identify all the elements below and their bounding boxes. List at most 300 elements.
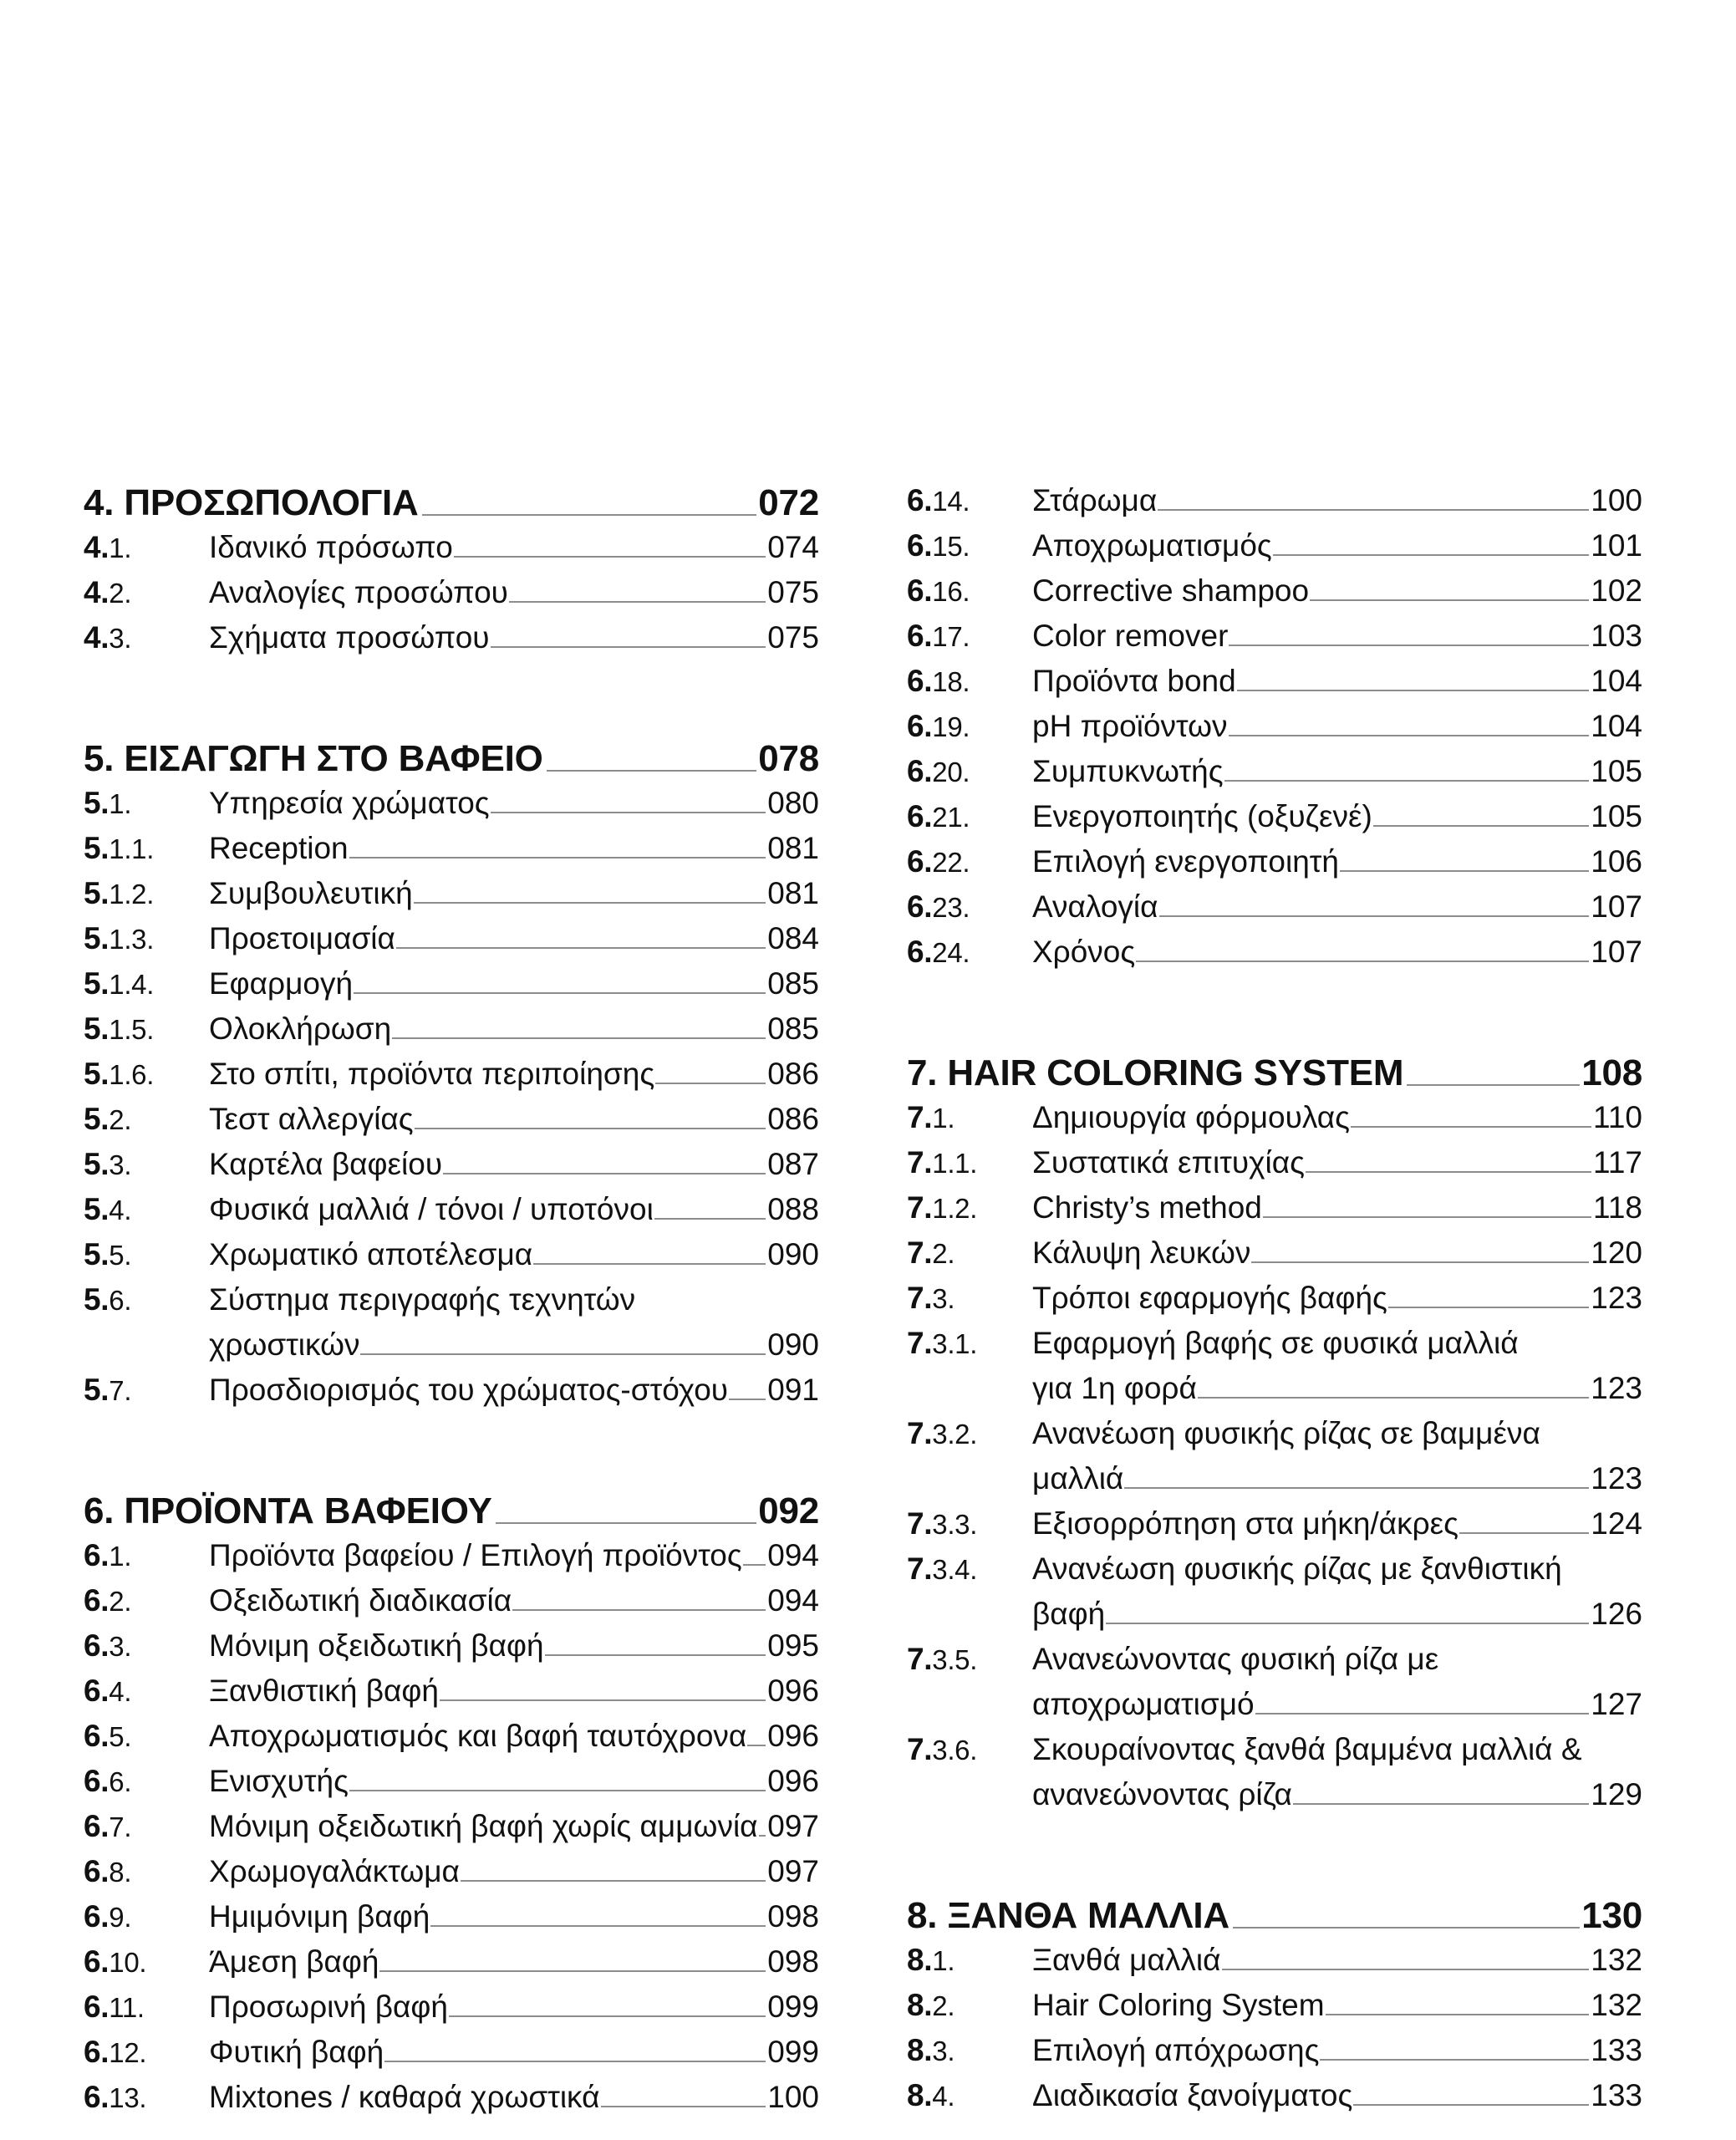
- toc-entry[interactable]: [907, 620, 1642, 651]
- leader-line: [759, 1835, 766, 1837]
- entry-page-number: 084: [767, 921, 819, 955]
- toc-entry[interactable]: [907, 1102, 1642, 1133]
- entry-number: [907, 1990, 1032, 2020]
- section-title: 6. ΠΡΟΪΟΝΤΑ ΒΑΦΕΙΟΥ: [84, 1490, 492, 1531]
- toc-entry[interactable]: [907, 801, 1642, 832]
- entry-number: [907, 530, 1032, 561]
- section-heading[interactable]: [84, 482, 819, 523]
- entry-number-major: 6.: [84, 1944, 109, 1979]
- entry-page-number: 075: [767, 620, 819, 655]
- entry-number-minor: 3.: [932, 2036, 955, 2066]
- toc-entry[interactable]: [84, 1540, 819, 1571]
- entry-label-continued: μαλλιά: [1032, 1461, 1124, 1495]
- section-page-number: 108: [1581, 1052, 1642, 1093]
- entry-label-continued: για 1η φορά: [1032, 1371, 1197, 1405]
- toc-entry[interactable]: [84, 2036, 819, 2067]
- entry-label: Συμβουλευτική: [209, 876, 413, 910]
- leader-line: [422, 514, 757, 516]
- entry-number-minor: 18.: [932, 666, 970, 697]
- entry-number: [907, 1508, 1032, 1539]
- entry-page-number: 132: [1591, 1943, 1642, 1977]
- entry-label: Σχήματα προσώπου: [209, 620, 490, 655]
- leader-line: [545, 1654, 766, 1656]
- entry-number-minor: 3.5.: [932, 1644, 978, 1675]
- toc-entry[interactable]: [907, 1327, 1642, 1404]
- entry-page-number: 123: [1591, 1371, 1642, 1405]
- entry-label: Εφαρμογή: [209, 966, 354, 1001]
- toc-entry[interactable]: [84, 1720, 819, 1751]
- entry-number-minor: 12.: [109, 2037, 147, 2068]
- entry-label: Μόνιμη οξειδωτική βαφή: [209, 1628, 544, 1663]
- entry-number-major: 6.: [907, 754, 933, 788]
- leader-line: [1229, 645, 1589, 646]
- toc-entry[interactable]: [907, 530, 1642, 561]
- toc-entry[interactable]: [907, 575, 1642, 606]
- leader-line: [1229, 735, 1590, 736]
- entry-label: Υπηρεσία χρώματος: [209, 786, 490, 820]
- entry-label: Καρτέλα βαφείου: [209, 1147, 443, 1181]
- toc-entry[interactable]: [84, 1284, 819, 1360]
- entry-label: Προσωρινή βαφή: [209, 1990, 448, 2024]
- entry-label-continued: βαφή: [1032, 1597, 1106, 1631]
- entry-number-major: 8.: [907, 2078, 933, 2112]
- entry-label: Φυσικά μαλλιά / τόνοι / υποτόνοι: [209, 1192, 654, 1226]
- entry-number: [84, 1991, 209, 2022]
- toc-entry[interactable]: [84, 968, 819, 999]
- toc-entry[interactable]: [907, 711, 1642, 741]
- entry-number: [84, 923, 209, 954]
- leader-line: [360, 1353, 766, 1355]
- toc-entry-line-2: [84, 1329, 819, 1360]
- entry-number-major: 5.: [84, 1147, 109, 1181]
- section-heading[interactable]: [907, 1895, 1642, 1936]
- entry-number: [84, 1239, 209, 1270]
- entry-label: Hair Coloring System: [1032, 1988, 1325, 2022]
- entry-page-number: 085: [767, 1011, 819, 1046]
- entry-number: [84, 622, 209, 653]
- entry-number-minor: 1.1.: [109, 833, 155, 864]
- entry-number: [84, 968, 209, 999]
- entry-number: [907, 1418, 1032, 1449]
- leader-line: [654, 1218, 766, 1220]
- entry-number-major: 7.: [907, 1100, 933, 1134]
- leader-line: [1407, 1084, 1580, 1086]
- entry-label: Σκουραίνοντας ξανθά βαμμένα μαλλιά &: [1032, 1732, 1582, 1766]
- section-title: 5. ΕΙΣΑΓΩΓΗ ΣΤΟ ΒΑΦΕΙΟ: [84, 738, 543, 779]
- toc-entry[interactable]: [907, 756, 1642, 787]
- toc-entry[interactable]: [84, 1013, 819, 1044]
- toc-entry[interactable]: [907, 1282, 1642, 1313]
- entry-page-number: 099: [767, 2035, 819, 2069]
- section-title: 4. ΠΡΟΣΩΠΟΛΟΓΙΑ: [84, 482, 419, 523]
- entry-page-number: 091: [767, 1373, 819, 1407]
- entry-label: pH προϊόντων: [1032, 709, 1228, 743]
- toc-entry-line-2: [907, 1598, 1642, 1629]
- toc-entry[interactable]: [907, 1643, 1642, 1720]
- entry-number: [907, 1734, 1032, 1765]
- toc-entry[interactable]: [84, 1194, 819, 1225]
- entry-label: Ανανέωση φυσικής ρίζας σε βαμμένα: [1032, 1416, 1540, 1450]
- leader-line: [1158, 509, 1589, 511]
- leader-line: [1233, 1927, 1580, 1929]
- toc-entry[interactable]: [84, 1946, 819, 1977]
- entry-label: Ολοκλήρωση: [209, 1011, 392, 1046]
- leader-line: [1293, 1803, 1589, 1805]
- entry-number-minor: 1.6.: [109, 1059, 155, 1090]
- toc-entry[interactable]: [907, 1734, 1642, 1810]
- entry-label: Αναλογίες προσώπου: [209, 575, 508, 609]
- entry-number-minor: 1.2.: [932, 1193, 978, 1224]
- entry-number: [84, 1901, 209, 1932]
- toc-entry-line-2: [907, 1779, 1642, 1810]
- entry-number: [907, 846, 1032, 877]
- entry-page-number: 117: [1593, 1145, 1642, 1180]
- entry-label: Τεστ αλλεργίας: [209, 1102, 414, 1136]
- leader-line: [349, 857, 766, 859]
- entry-label: Reception: [209, 831, 349, 865]
- entry-number-major: 7.: [907, 1145, 933, 1180]
- entry-number: [84, 1766, 209, 1796]
- leader-line: [1306, 1171, 1591, 1173]
- entry-label: Συστατικά επιτυχίας: [1032, 1145, 1305, 1180]
- entry-page-number: 120: [1591, 1236, 1642, 1270]
- leader-line: [1136, 960, 1589, 962]
- toc-entry[interactable]: [84, 1856, 819, 1887]
- entry-label: Προϊόντα βαφείου / Επιλογή προϊόντος: [209, 1538, 742, 1572]
- entry-label-continued: χρωστικών: [209, 1327, 360, 1362]
- toc-entry[interactable]: [907, 1990, 1642, 2020]
- entry-number: [84, 833, 209, 864]
- entry-number: [84, 1194, 209, 1225]
- entry-number-minor: 6.: [109, 1285, 132, 1316]
- entry-number-major: 5.: [84, 1011, 109, 1046]
- entry-number-minor: 8.: [109, 1857, 132, 1888]
- section-heading[interactable]: [907, 1052, 1642, 1093]
- toc-entry[interactable]: [84, 1630, 819, 1661]
- entry-label: Στο σπίτι, προϊόντα περιποίησης: [209, 1057, 655, 1091]
- entry-page-number: 081: [767, 876, 819, 910]
- entry-number-major: 5.: [84, 1282, 109, 1317]
- leader-line: [509, 601, 766, 603]
- leader-line: [443, 1173, 766, 1174]
- toc-entry[interactable]: [907, 1418, 1642, 1494]
- toc-entry[interactable]: [907, 936, 1642, 967]
- leader-line: [1340, 870, 1589, 872]
- entry-number-minor: 11.: [109, 1992, 145, 2023]
- leader-line: [1255, 1713, 1590, 1715]
- entry-label: Color remover: [1032, 619, 1229, 653]
- entry-label: Ξανθιστική βαφή: [209, 1674, 440, 1708]
- toc-entry[interactable]: [907, 1147, 1642, 1178]
- entry-number: [84, 1630, 209, 1661]
- entry-label: Συμπυκνωτής: [1032, 754, 1224, 788]
- entry-label: Mixtones / καθαρά χρωστικά: [209, 2080, 600, 2114]
- entry-number: [84, 1374, 209, 1405]
- toc-entry[interactable]: [907, 1553, 1642, 1629]
- toc-entry[interactable]: [84, 1239, 819, 1270]
- toc-entry[interactable]: [84, 1058, 819, 1089]
- leader-line: [1310, 599, 1589, 601]
- leader-line: [1459, 1532, 1589, 1534]
- toc-entry[interactable]: [84, 1675, 819, 1706]
- entry-number: [84, 1013, 209, 1044]
- toc-entry[interactable]: [907, 2035, 1642, 2066]
- entry-number-minor: 2.: [109, 578, 132, 609]
- entry-number-minor: 4.: [109, 1195, 132, 1225]
- leader-line: [1263, 1216, 1591, 1218]
- toc-entry[interactable]: [84, 577, 819, 608]
- entry-page-number: 075: [767, 575, 819, 609]
- entry-label: Αποχρωματισμός και βαφή ταυτόχρονα: [209, 1719, 747, 1753]
- leader-line: [414, 902, 766, 904]
- entry-number: [907, 2035, 1032, 2066]
- entry-number: [907, 1147, 1032, 1178]
- entry-label-continued: ανανεώνοντας ρίζα: [1032, 1777, 1292, 1811]
- entry-page-number: 086: [767, 1102, 819, 1136]
- toc-entry[interactable]: [907, 665, 1642, 696]
- leader-line: [384, 2061, 766, 2062]
- entry-page-number: 123: [1591, 1281, 1642, 1315]
- entry-page-number: 103: [1591, 619, 1642, 653]
- entry-number-minor: 2.: [932, 1238, 955, 1269]
- entry-number-major: 8.: [907, 1988, 933, 2022]
- entry-page-number: 099: [767, 1990, 819, 2024]
- entry-page-number: 094: [767, 1583, 819, 1618]
- entry-number-major: 7.: [907, 1190, 933, 1225]
- entry-page-number: 127: [1591, 1687, 1642, 1721]
- toc-entry[interactable]: [84, 923, 819, 954]
- entry-number: [84, 1103, 209, 1134]
- entry-label: Αναλογία: [1032, 889, 1158, 924]
- toc-entry[interactable]: [84, 787, 819, 818]
- toc-entry-line-2: [907, 1463, 1642, 1494]
- toc-entry[interactable]: [84, 1585, 819, 1616]
- entry-number-major: 5.: [84, 1102, 109, 1136]
- toc-entry[interactable]: [907, 1944, 1642, 1975]
- leader-line: [1124, 1487, 1589, 1489]
- entry-label: Ανανεώνοντας φυσική ρίζα με: [1032, 1642, 1439, 1676]
- entry-number-major: 6.: [84, 1899, 109, 1934]
- entry-page-number: 133: [1591, 2078, 1642, 2112]
- entry-number: [84, 2081, 209, 2112]
- toc-entry[interactable]: [84, 622, 819, 653]
- entry-number-major: 6.: [84, 1538, 109, 1572]
- leader-line: [655, 1083, 766, 1084]
- entry-page-number: 080: [767, 786, 819, 820]
- toc-entry[interactable]: [84, 833, 819, 864]
- section-page-number: 092: [758, 1490, 819, 1531]
- entry-number-major: 5.: [84, 876, 109, 910]
- entry-number-minor: 16.: [932, 576, 970, 607]
- entry-number-minor: 6.: [109, 1766, 132, 1797]
- section-heading[interactable]: [84, 738, 819, 779]
- entry-page-number: 101: [1591, 528, 1642, 563]
- entry-page-number: 095: [767, 1628, 819, 1663]
- toc-entry[interactable]: [907, 1508, 1642, 1539]
- entry-page-number: 098: [767, 1899, 819, 1934]
- entry-page-number: 085: [767, 966, 819, 1001]
- entry-number-major: 5.: [84, 1373, 109, 1407]
- entry-number: [907, 1553, 1032, 1584]
- entry-number: [907, 485, 1032, 516]
- entry-number: [84, 1811, 209, 1842]
- entry-label: Χρωματικό αποτέλεσμα: [209, 1237, 533, 1271]
- section-page-number: 130: [1581, 1895, 1642, 1936]
- entry-page-number: 096: [767, 1719, 819, 1753]
- entry-number-major: 6.: [84, 1628, 109, 1663]
- entry-number-major: 6.: [907, 528, 933, 563]
- entry-label: Μόνιμη οξειδωτική βαφή χωρίς αμμωνία: [209, 1809, 758, 1843]
- entry-number-major: 6.: [84, 1674, 109, 1708]
- entry-number: [84, 1946, 209, 1977]
- entry-page-number: 096: [767, 1674, 819, 1708]
- entry-label: Επιλογή ενεργοποιητή: [1032, 844, 1339, 879]
- entry-label: Ημιμόνιμη βαφή: [209, 1899, 430, 1934]
- leader-line: [1224, 780, 1590, 782]
- entry-page-number: 124: [1591, 1506, 1642, 1541]
- entry-page-number: 107: [1591, 935, 1642, 969]
- section-heading[interactable]: [84, 1490, 819, 1531]
- entry-number-minor: 3.: [932, 1283, 955, 1314]
- entry-number-major: 6.: [907, 889, 933, 924]
- entry-number-minor: 1.1.: [932, 1148, 978, 1179]
- toc-entry[interactable]: [84, 1103, 819, 1134]
- entry-number-major: 6.: [84, 2035, 109, 2069]
- entry-number-major: 5.: [84, 1192, 109, 1226]
- entry-page-number: 106: [1591, 844, 1642, 879]
- leader-line: [496, 1522, 756, 1524]
- entry-number-major: 6.: [84, 2080, 109, 2114]
- section-title: 8. ΞΑΝΘΑ ΜΑΛΛΙΑ: [907, 1895, 1229, 1936]
- leader-line: [449, 2015, 766, 2017]
- toc-entry[interactable]: [907, 1192, 1642, 1223]
- entry-number-minor: 1.: [109, 532, 132, 563]
- entry-label: Στάρωμα: [1032, 483, 1158, 517]
- toc-entry-line-1: [907, 1327, 1642, 1358]
- entry-label: Σύστημα περιγραφής τεχνητών: [209, 1282, 636, 1317]
- leader-line: [491, 646, 766, 648]
- entry-number: [84, 1675, 209, 1706]
- entry-page-number: 133: [1591, 2033, 1642, 2067]
- toc-entry-line-1: [907, 1643, 1642, 1674]
- leader-line: [354, 992, 766, 994]
- toc-entry[interactable]: [84, 1811, 819, 1842]
- entry-number-minor: 7.: [109, 1375, 132, 1406]
- entry-number: [907, 1327, 1032, 1358]
- entry-number-minor: 3.2.: [932, 1419, 978, 1450]
- toc-entry[interactable]: [84, 1766, 819, 1796]
- entry-page-number: 104: [1591, 709, 1642, 743]
- leader-line: [430, 1925, 766, 1927]
- entry-number-major: 6.: [84, 1719, 109, 1753]
- toc-entry[interactable]: [84, 1374, 819, 1405]
- entry-label: Ιδανικό πρόσωπο: [209, 530, 453, 564]
- leader-line: [1159, 915, 1590, 917]
- entry-number-minor: 20.: [932, 757, 970, 787]
- entry-number: [907, 711, 1032, 741]
- entry-number: [84, 1149, 209, 1180]
- section-page-number: 078: [758, 738, 819, 779]
- section-page-number: 072: [758, 482, 819, 523]
- toc-entry[interactable]: [84, 1901, 819, 1932]
- entry-page-number: 090: [767, 1237, 819, 1271]
- entry-number-minor: 13.: [109, 2082, 147, 2113]
- entry-number: [84, 1058, 209, 1089]
- toc-entry[interactable]: [907, 1237, 1642, 1268]
- toc-entry[interactable]: [84, 878, 819, 909]
- entry-page-number: 087: [767, 1147, 819, 1181]
- toc-entry-line-1: [84, 1284, 819, 1315]
- toc-entry[interactable]: [907, 846, 1642, 877]
- entry-label: Προσδιορισμός του χρώματος-στόχου: [209, 1373, 729, 1407]
- entry-number-minor: 4.: [932, 2081, 955, 2112]
- entry-number-minor: 1.5.: [109, 1014, 155, 1045]
- entry-page-number: 074: [767, 530, 819, 564]
- section-spacer: [907, 981, 1642, 1055]
- entry-number-minor: 1.: [932, 1103, 955, 1134]
- leader-line: [1251, 1261, 1589, 1263]
- leader-line: [547, 770, 757, 772]
- entry-label: Εξισορρόπηση στα μήκη/άκρες: [1032, 1506, 1459, 1541]
- entry-page-number: 096: [767, 1764, 819, 1798]
- entry-number-major: 4.: [84, 620, 109, 655]
- entry-page-number: 090: [767, 1327, 819, 1362]
- toc-entry[interactable]: [84, 2081, 819, 2112]
- toc-entry[interactable]: [84, 1991, 819, 2022]
- entry-number-minor: 21.: [932, 802, 970, 833]
- entry-label: Επιλογή απόχρωσης: [1032, 2033, 1320, 2067]
- toc-entry[interactable]: [907, 891, 1642, 922]
- entry-page-number: 132: [1591, 1988, 1642, 2022]
- toc-entry[interactable]: [84, 532, 819, 563]
- entry-number: [907, 936, 1032, 967]
- entry-number-major: 7.: [907, 1506, 933, 1541]
- leader-line: [461, 1880, 766, 1882]
- toc-entry[interactable]: [84, 1149, 819, 1180]
- entry-number-major: 6.: [907, 844, 933, 879]
- toc-entry[interactable]: [907, 485, 1642, 516]
- entry-number-major: 6.: [84, 1809, 109, 1843]
- entry-number: [907, 801, 1032, 832]
- entry-label: Δημιουργία φόρμουλας: [1032, 1100, 1350, 1134]
- entry-page-number: 098: [767, 1944, 819, 1979]
- leader-line: [440, 1699, 766, 1701]
- entry-number: [907, 1237, 1032, 1268]
- entry-page-number: 086: [767, 1057, 819, 1091]
- toc-entry[interactable]: [907, 2080, 1642, 2111]
- leader-line: [1320, 2059, 1589, 2061]
- entry-page-number: 129: [1591, 1777, 1642, 1811]
- entry-number-major: 6.: [907, 709, 933, 743]
- entry-number: [84, 1284, 209, 1315]
- entry-number-minor: 5.: [109, 1240, 132, 1271]
- entry-number: [907, 756, 1032, 787]
- entry-label: Χρόνος: [1032, 935, 1136, 969]
- entry-page-number: 104: [1591, 664, 1642, 698]
- entry-number: [907, 2080, 1032, 2111]
- section-spacer: [907, 1824, 1642, 1898]
- entry-label: Διαδικασία ξανοίγματος: [1032, 2078, 1353, 2112]
- entry-page-number: 118: [1593, 1190, 1642, 1225]
- entry-number-minor: 23.: [932, 892, 970, 923]
- entry-number-major: 7.: [907, 1552, 933, 1586]
- entry-number-major: 6.: [907, 573, 933, 608]
- leader-line: [1198, 1397, 1589, 1399]
- entry-number-major: 7.: [907, 1732, 933, 1766]
- entry-label-continued: αποχρωματισμό: [1032, 1687, 1255, 1721]
- entry-number: [907, 1102, 1032, 1133]
- leader-line: [396, 947, 766, 949]
